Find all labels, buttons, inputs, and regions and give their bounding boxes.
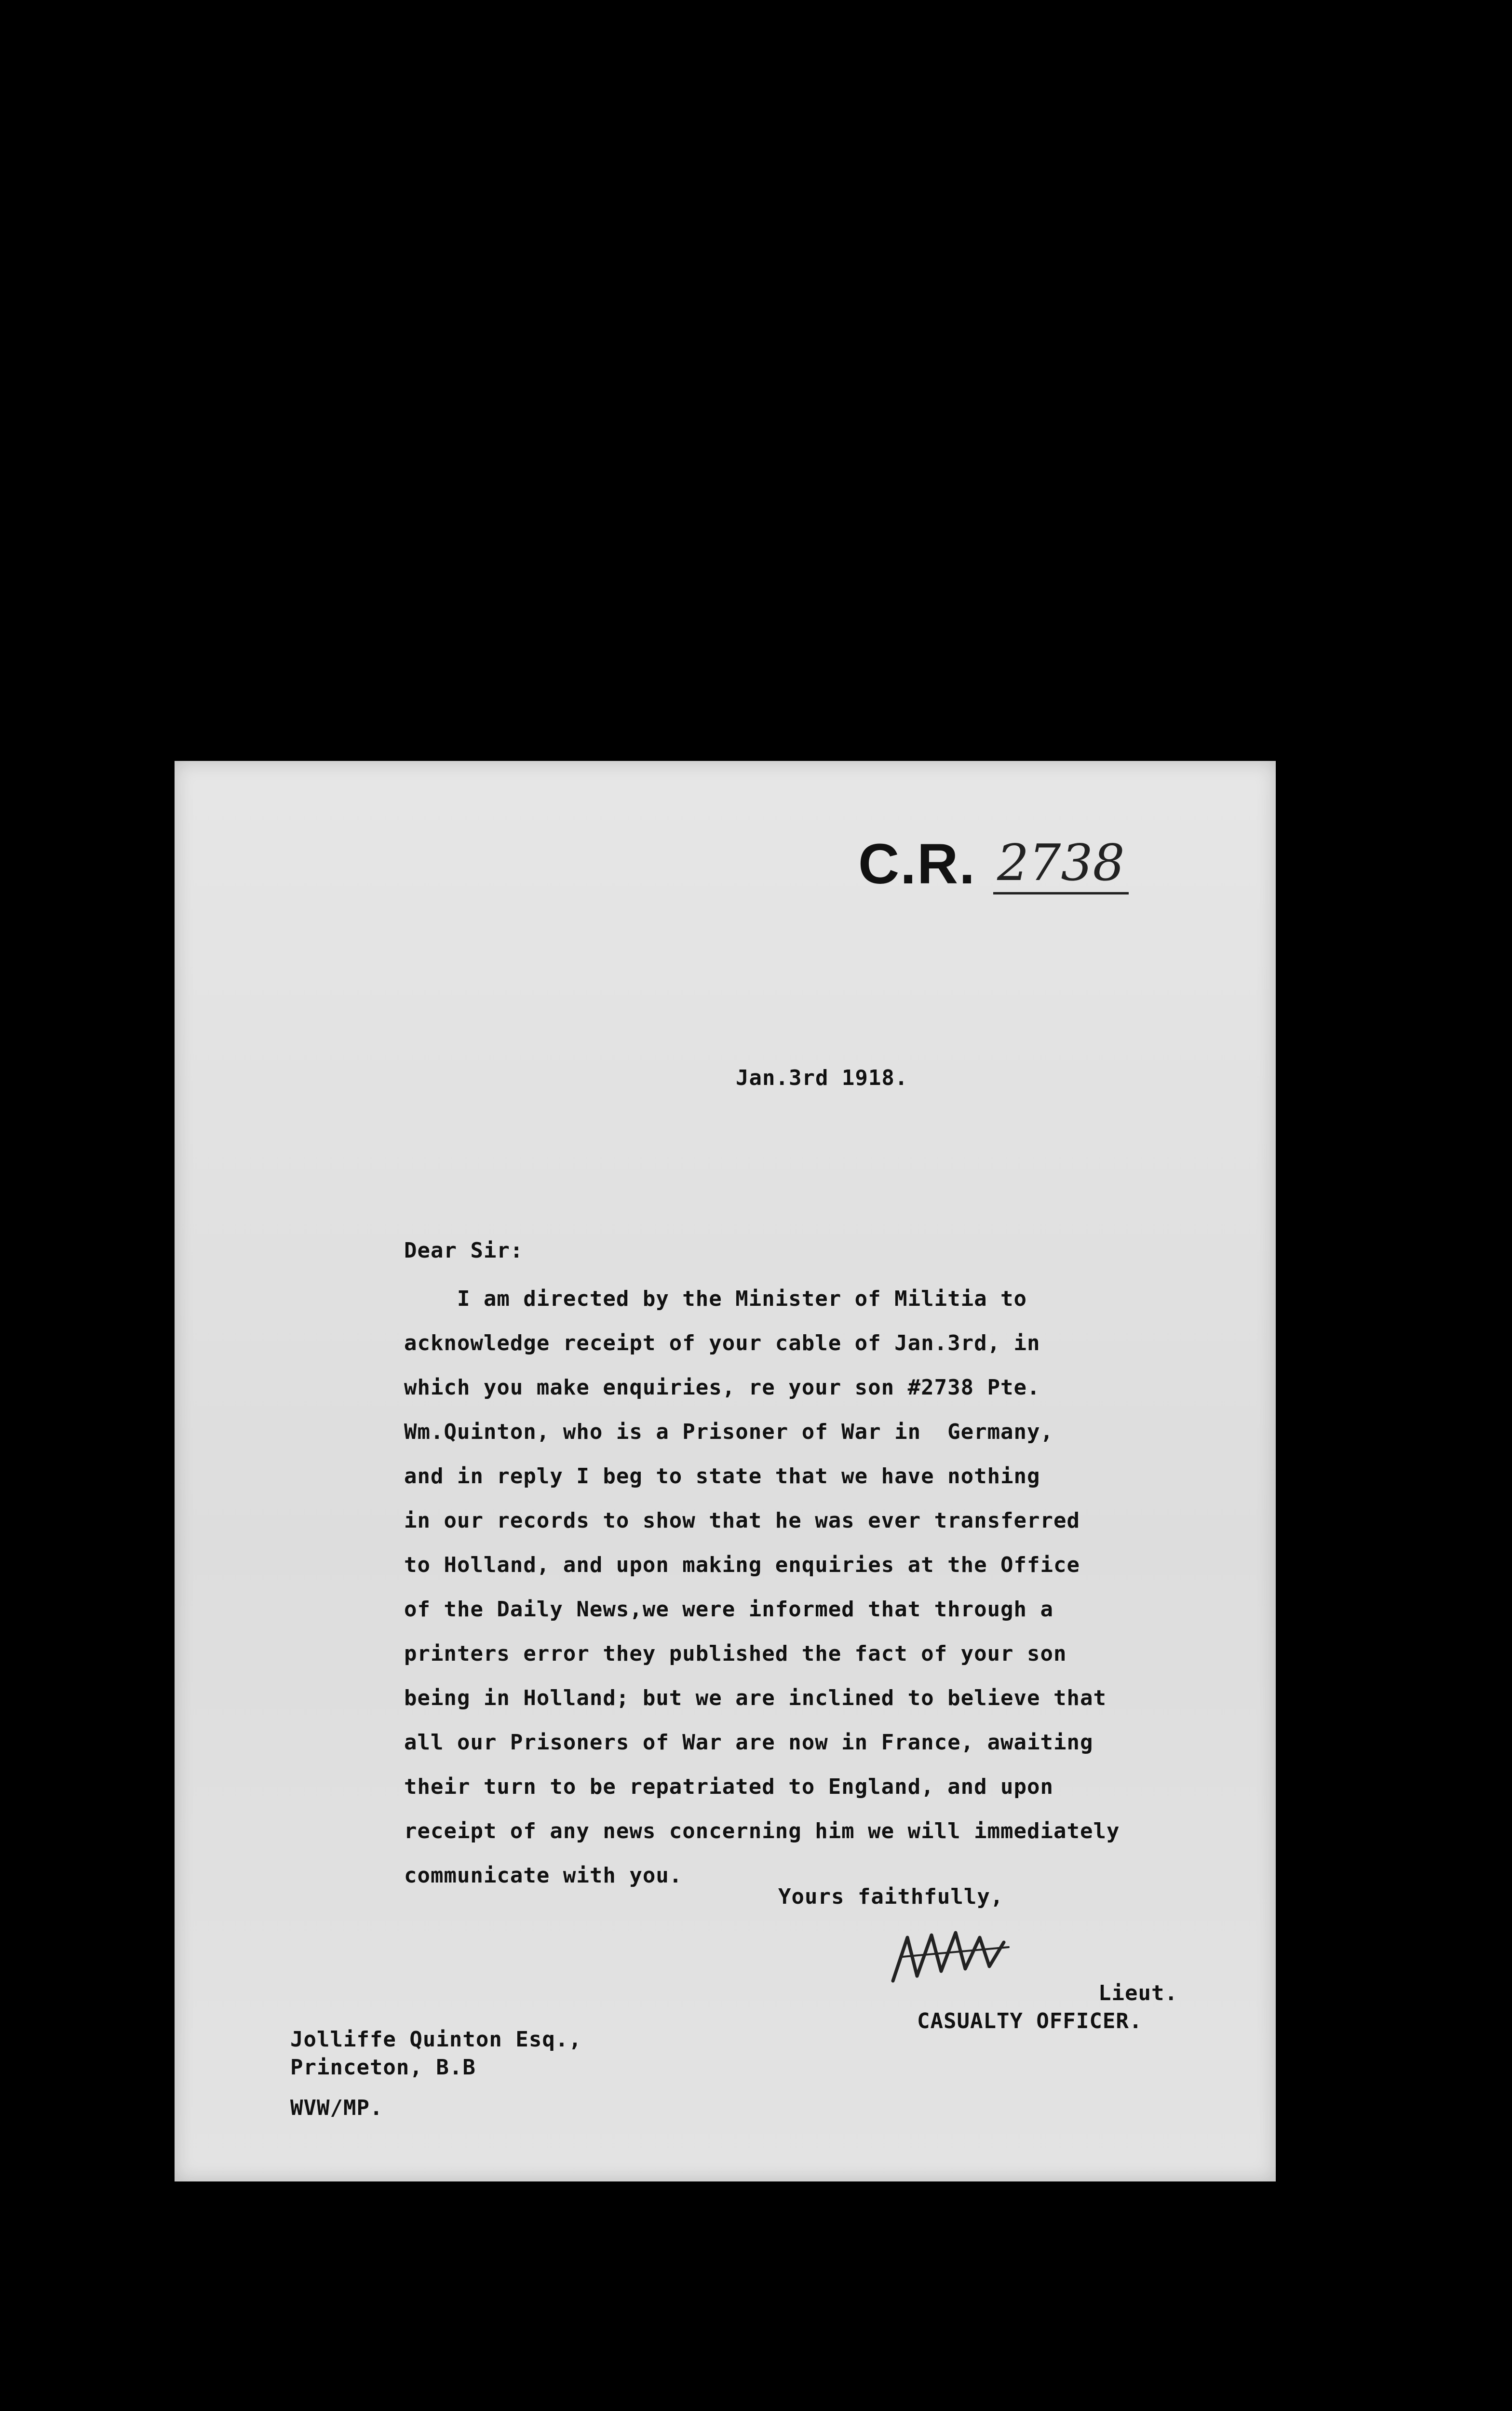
body-line: acknowledge receipt of your cable of Jan.3rd, in xyxy=(404,1331,1040,1355)
signer-title: CASUALTY OFFICER. xyxy=(917,2009,1143,2033)
body-line: in our records to show that he was ever transferred xyxy=(404,1508,1080,1533)
body-line: receipt of any news concerning him we will immediately xyxy=(404,1819,1120,1843)
signature xyxy=(888,1923,1033,1991)
letter-body xyxy=(404,1277,1272,1898)
letter-date: Jan.3rd 1918. xyxy=(736,1066,908,1090)
body-line: their turn to be repatriated to England, and upon xyxy=(404,1774,1054,1799)
body-line: communicate with you. xyxy=(404,1863,683,1888)
letter-closing: Yours faithfully, xyxy=(778,1884,1004,1909)
addressee-city: Princeton, B.B xyxy=(290,2055,476,2080)
body-line: and in reply I beg to state that we have nothing xyxy=(404,1464,1040,1489)
addressee-name: Jolliffe Quinton Esq., xyxy=(290,2027,582,2052)
reference-initials: WVW/MP. xyxy=(290,2096,383,2120)
cr-stamp-prefix: C.R. xyxy=(858,832,976,896)
body-line: which you make enquiries, re your son #2738 Pte. xyxy=(404,1375,1040,1400)
body-line: Wm.Quinton, who is a Prisoner of War in Germany, xyxy=(404,1420,1054,1444)
letter-page xyxy=(175,761,1276,2181)
cr-stamp-number: 2738 xyxy=(993,833,1129,894)
body-line: of the Daily News,we were informed that through a xyxy=(404,1597,1054,1622)
letter-salutation: Dear Sir: xyxy=(404,1238,524,1263)
body-line: to Holland, and upon making enquiries at the Office xyxy=(404,1553,1080,1577)
body-line: being in Holland; but we are inclined to believe that xyxy=(404,1686,1107,1710)
body-line: all our Prisoners of War are now in France, awaiting xyxy=(404,1730,1094,1755)
signer-rank: Lieut. xyxy=(1098,1981,1178,2005)
body-line: I am directed by the Minister of Militia to xyxy=(404,1287,1027,1311)
body-line: printers error they published the fact of your son xyxy=(404,1641,1067,1666)
